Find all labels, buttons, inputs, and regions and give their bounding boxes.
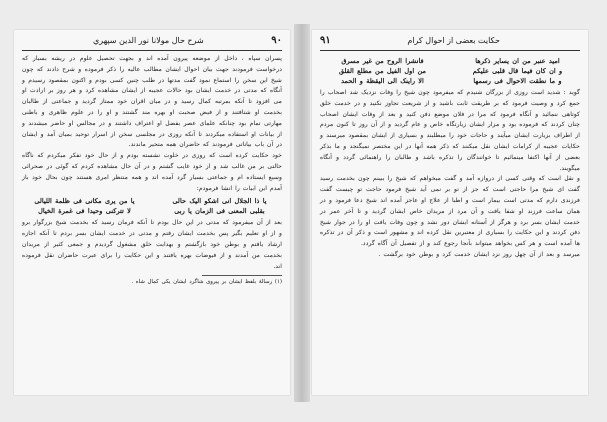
right-verse-line: امید عنبر من ان یسایر ذکرها xyxy=(475,57,560,65)
book-gutter xyxy=(294,24,310,402)
left-paragraph-2: خود حکایت کرده است که روزی در خلوت نشسته بودم و از حال خود تفکر میکردم که ناگاه حالتی بر من غالب شد و از خود غایب گشتم و در آن حال مشاهده کردم که گوئی در صحرائی وسیع ایستاده ام و جماعتی بسیار گرد آمده اند و همه منتظر امری هستند چون بحال خود باز آمدم این ابیات را انشا فرمودم: xyxy=(22,152,282,192)
left-page-body xyxy=(22,54,282,389)
left-paragraph-1: پسران سپاه ، داخل از موضعه پیرون آمده اند و بجهت تحصیل علوم در ریشه بسیار که درخواست فرمودند جهت بیان احوال ایشان مطالب عالیه را ذکر فرموده و شرح دادند که چون شیخ این سخن را استماع نمود گفت مدتها در طلب چنین کسی بودم و اکنون بمقصود رسیدم و آنگاه که مدتی در خدمت ایشان بود حالات عجیبه از ایشان مشاهده کرد و هر روز بر ارادت او می افزود تا آنکه بمرتبه کمال رسید و در میان اقران خود ممتاز گردید و جماعتی از طالبان بخدمت او شتافتند و از فیض صحبت او بهره مند گشتند و او را در علوم ظاهری و باطنی مهارتی تمام بود چنانکه علمای عصر بفضل او اعتراف داشتند و در مجالس او حاضر میشدند و از بیانات او استفاده میکردند تا آنکه روزی در مجلسی سخن از اسرار توحید بمیان آمد و ایشان در آن باب بیاناتی فرمودند که حاضران همه متحیر ماندند. xyxy=(22,55,282,149)
right-page-header xyxy=(320,34,580,48)
left-page xyxy=(14,30,290,395)
left-page-number: ۹۰ xyxy=(271,35,282,46)
left-verse-line: یا من یری مکانی فی ظلمة اللیالی xyxy=(34,197,135,206)
left-header-rule xyxy=(22,50,282,51)
right-page-body xyxy=(320,54,580,389)
right-page-number: ۹۱ xyxy=(320,35,331,46)
left-paragraph-3: بعد از آن میفرمود که مدتی در این حال بودم تا آنکه فرمان رسید که بخدمت شیخ بزرگوار برو و از او تعلیم بگیر پس بخدمت ایشان رفتم و مدتی در خدمت ایشان بسر بردم تا آنکه اجازه ارشاد یافتم و بوطن خود بازگشتم و بهدایت خلق مشغول گردیدم و جمعی کثیر از مریدان بخدمت من آمدند و از فیوضات بهره یافتند و این حکایت را برای عبرت حاضران نقل فرموده اند. xyxy=(22,219,282,270)
right-running-title: حکایت بعضی از احوال کرام xyxy=(407,36,500,45)
left-running-title: شرح حال مولانا نور الدين سپهري xyxy=(93,36,204,45)
left-page-header xyxy=(22,34,282,48)
left-verse-block xyxy=(22,196,282,216)
right-verse-line: الا راینک الی الیقظة و الحمد xyxy=(341,77,424,85)
right-verse-line: فانشرا الروح من غیر مسرق xyxy=(341,57,424,65)
right-verse-block xyxy=(320,56,580,86)
right-verse-line: و ما نطقت الاحوال فی رسمها xyxy=(473,77,562,85)
right-paragraph-1: گوید : شدید است روزی از بزرگان شنیدم که میفرمود چون شیخ را وفات نزدیک شد اصحاب را جمع کرد و وصیت فرمود که بر طریقت ثابت باشید و از شریعت تجاوز نکنید و در خدمت خلق کوتاهی ننمائید و آنگاه فرمود که مرا در فلان موضع دفن کنید و بعد از وفات ایشان اصحاب چنان کردند که فرموده بود و مزار ایشان زیارتگاه خاص و عام گردید و از آن روز تا کنون مردم از اطراف بزیارت ایشان میآیند و حاجات خود را میطلبند و بسیاری از ایشان بمقصود میرسند و حکایات عجیبه از کرامات ایشان نقل میکنند که ذکر همه آنها در این مختصر نمیگنجد و ما بذکر بعضی از آنها اکتفا مینمائیم تا خوانندگان را تذکره باشد و طالبان را راهنمائی گردد و آنگاه میگویند. xyxy=(320,89,580,172)
right-last-line: میرسد و بعد از آن چهل روز نزد ایشان خدمت کرد و بوطن خود برگشت . xyxy=(378,250,580,258)
right-header-rule xyxy=(320,50,580,51)
left-verse-line: لا تترکنی وحیدا فی غمرة الخیال xyxy=(38,207,131,216)
left-footnote: (۱) رسالهٔ بلفظ ایشان بر پیروی شاگرد ایشان یکی کمال شاه . xyxy=(131,279,282,286)
left-verse-line: بقلبی المعنی فی الزمان یا ربی xyxy=(174,207,265,216)
right-paragraph-2: و نقل است که وقتی کسی از دروازه آمد و گفت میخواهم که شیخ را ببینم چون بخدمت رسید گفت ای شیخ مرا حاجتی است که جز از تو بر نمی آید شیخ فرمود حاجت تو چیست گفت فرزندی دارم که مدتی است بیمار است و اطبا از علاج او عاجز آمده اند شیخ دعا فرمود و در همان ساعت فرزند او شفا یافت و آن مرد از مریدان خاص ایشان گردید و تا آخر عمر در خدمت ایشان بسر برد و هرگز از آستانه ایشان دور نشد و چون وفات یافت او را در جوار شیخ دفن کردند و این حکایت را بسیاری از معتبرین نقل کرده اند و مشهور است و ذکر آن در تذکره ها آمده است و هر کس بخواهد میتواند بآنجا رجوع کند و از تفصیل آن آگاه گردد. xyxy=(320,175,580,248)
right-page xyxy=(312,30,588,395)
footnote-divider xyxy=(202,275,282,276)
right-verse-line: من اول الفیل من مطلع القلق xyxy=(338,67,427,75)
right-verse-line: و ان کان فیما قال قلبی علیکم xyxy=(472,67,563,75)
left-verse-line: یا ذا الجلال انی اشکو الیک حالی xyxy=(172,197,267,206)
